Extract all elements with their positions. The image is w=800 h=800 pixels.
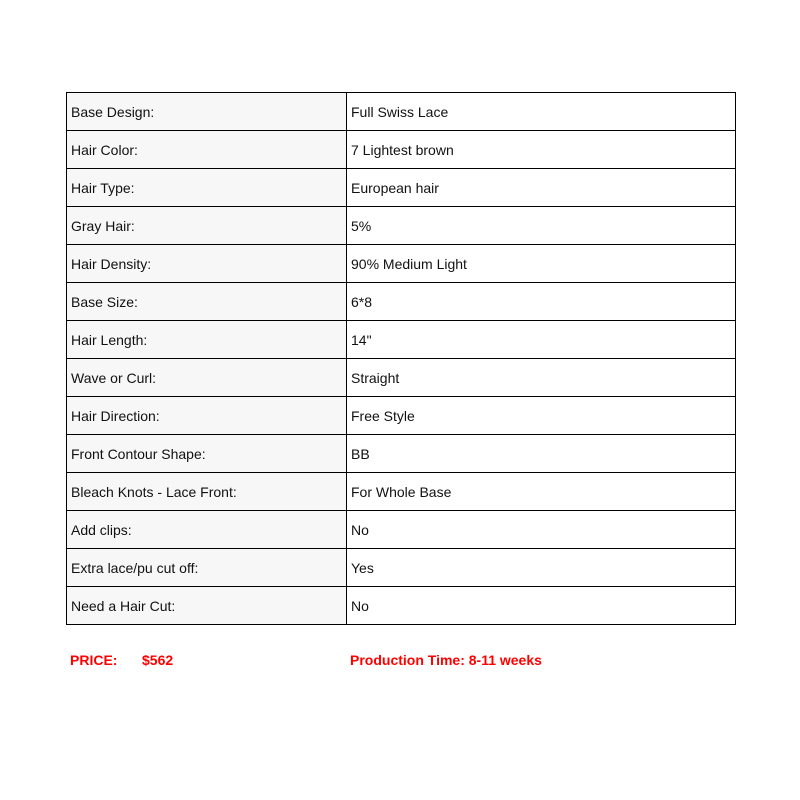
- spec-value-wave-or-curl: Straight: [347, 359, 736, 397]
- spec-value-base-size: 6*8: [347, 283, 736, 321]
- spec-label-gray-hair: Gray Hair:: [67, 207, 347, 245]
- table-row: [67, 397, 736, 435]
- spec-label-bleach-knots: Bleach Knots - Lace Front:: [67, 473, 347, 511]
- spec-value-hair-type: European hair: [347, 169, 736, 207]
- table-row: [67, 549, 736, 587]
- spec-label-add-clips: Add clips:: [67, 511, 347, 549]
- table-row: [67, 321, 736, 359]
- table-row: [67, 511, 736, 549]
- spec-value-add-clips: No: [347, 511, 736, 549]
- spec-label-hair-length: Hair Length:: [67, 321, 347, 359]
- spec-label-hair-density: Hair Density:: [67, 245, 347, 283]
- table-row: [67, 473, 736, 511]
- table-row: [67, 245, 736, 283]
- table-row: [67, 169, 736, 207]
- spec-value-extra-lace-cut-off: Yes: [347, 549, 736, 587]
- spec-label-extra-lace-cut-off: Extra lace/pu cut off:: [67, 549, 347, 587]
- price-label: PRICE:: [70, 652, 118, 668]
- spec-table: [66, 92, 736, 625]
- spec-label-hair-color: Hair Color:: [67, 131, 347, 169]
- price-value: $562: [142, 652, 174, 668]
- spec-value-hair-color: 7 Lightest brown: [347, 131, 736, 169]
- spec-label-need-hair-cut: Need a Hair Cut:: [67, 587, 347, 625]
- spec-label-base-size: Base Size:: [67, 283, 347, 321]
- spec-label-wave-or-curl: Wave or Curl:: [67, 359, 347, 397]
- table-row: [67, 207, 736, 245]
- spec-value-need-hair-cut: No: [347, 587, 736, 625]
- spec-label-front-contour-shape: Front Contour Shape:: [67, 435, 347, 473]
- table-row: [67, 359, 736, 397]
- table-row: [67, 93, 736, 131]
- spec-table-body: [67, 93, 736, 625]
- spec-label-hair-type: Hair Type:: [67, 169, 347, 207]
- table-row: [67, 131, 736, 169]
- spec-value-front-contour-shape: BB: [347, 435, 736, 473]
- spec-value-base-design: Full Swiss Lace: [347, 93, 736, 131]
- spec-value-hair-density: 90% Medium Light: [347, 245, 736, 283]
- spec-value-hair-length: 14": [347, 321, 736, 359]
- spec-label-base-design: Base Design:: [67, 93, 347, 131]
- spec-value-bleach-knots: For Whole Base: [347, 473, 736, 511]
- spec-label-hair-direction: Hair Direction:: [67, 397, 347, 435]
- table-row: [67, 435, 736, 473]
- table-row: [67, 587, 736, 625]
- spec-value-gray-hair: 5%: [347, 207, 736, 245]
- spec-value-hair-direction: Free Style: [347, 397, 736, 435]
- production-time: Production Time: 8-11 weeks: [350, 652, 542, 668]
- table-row: [67, 283, 736, 321]
- order-summary: [70, 652, 730, 672]
